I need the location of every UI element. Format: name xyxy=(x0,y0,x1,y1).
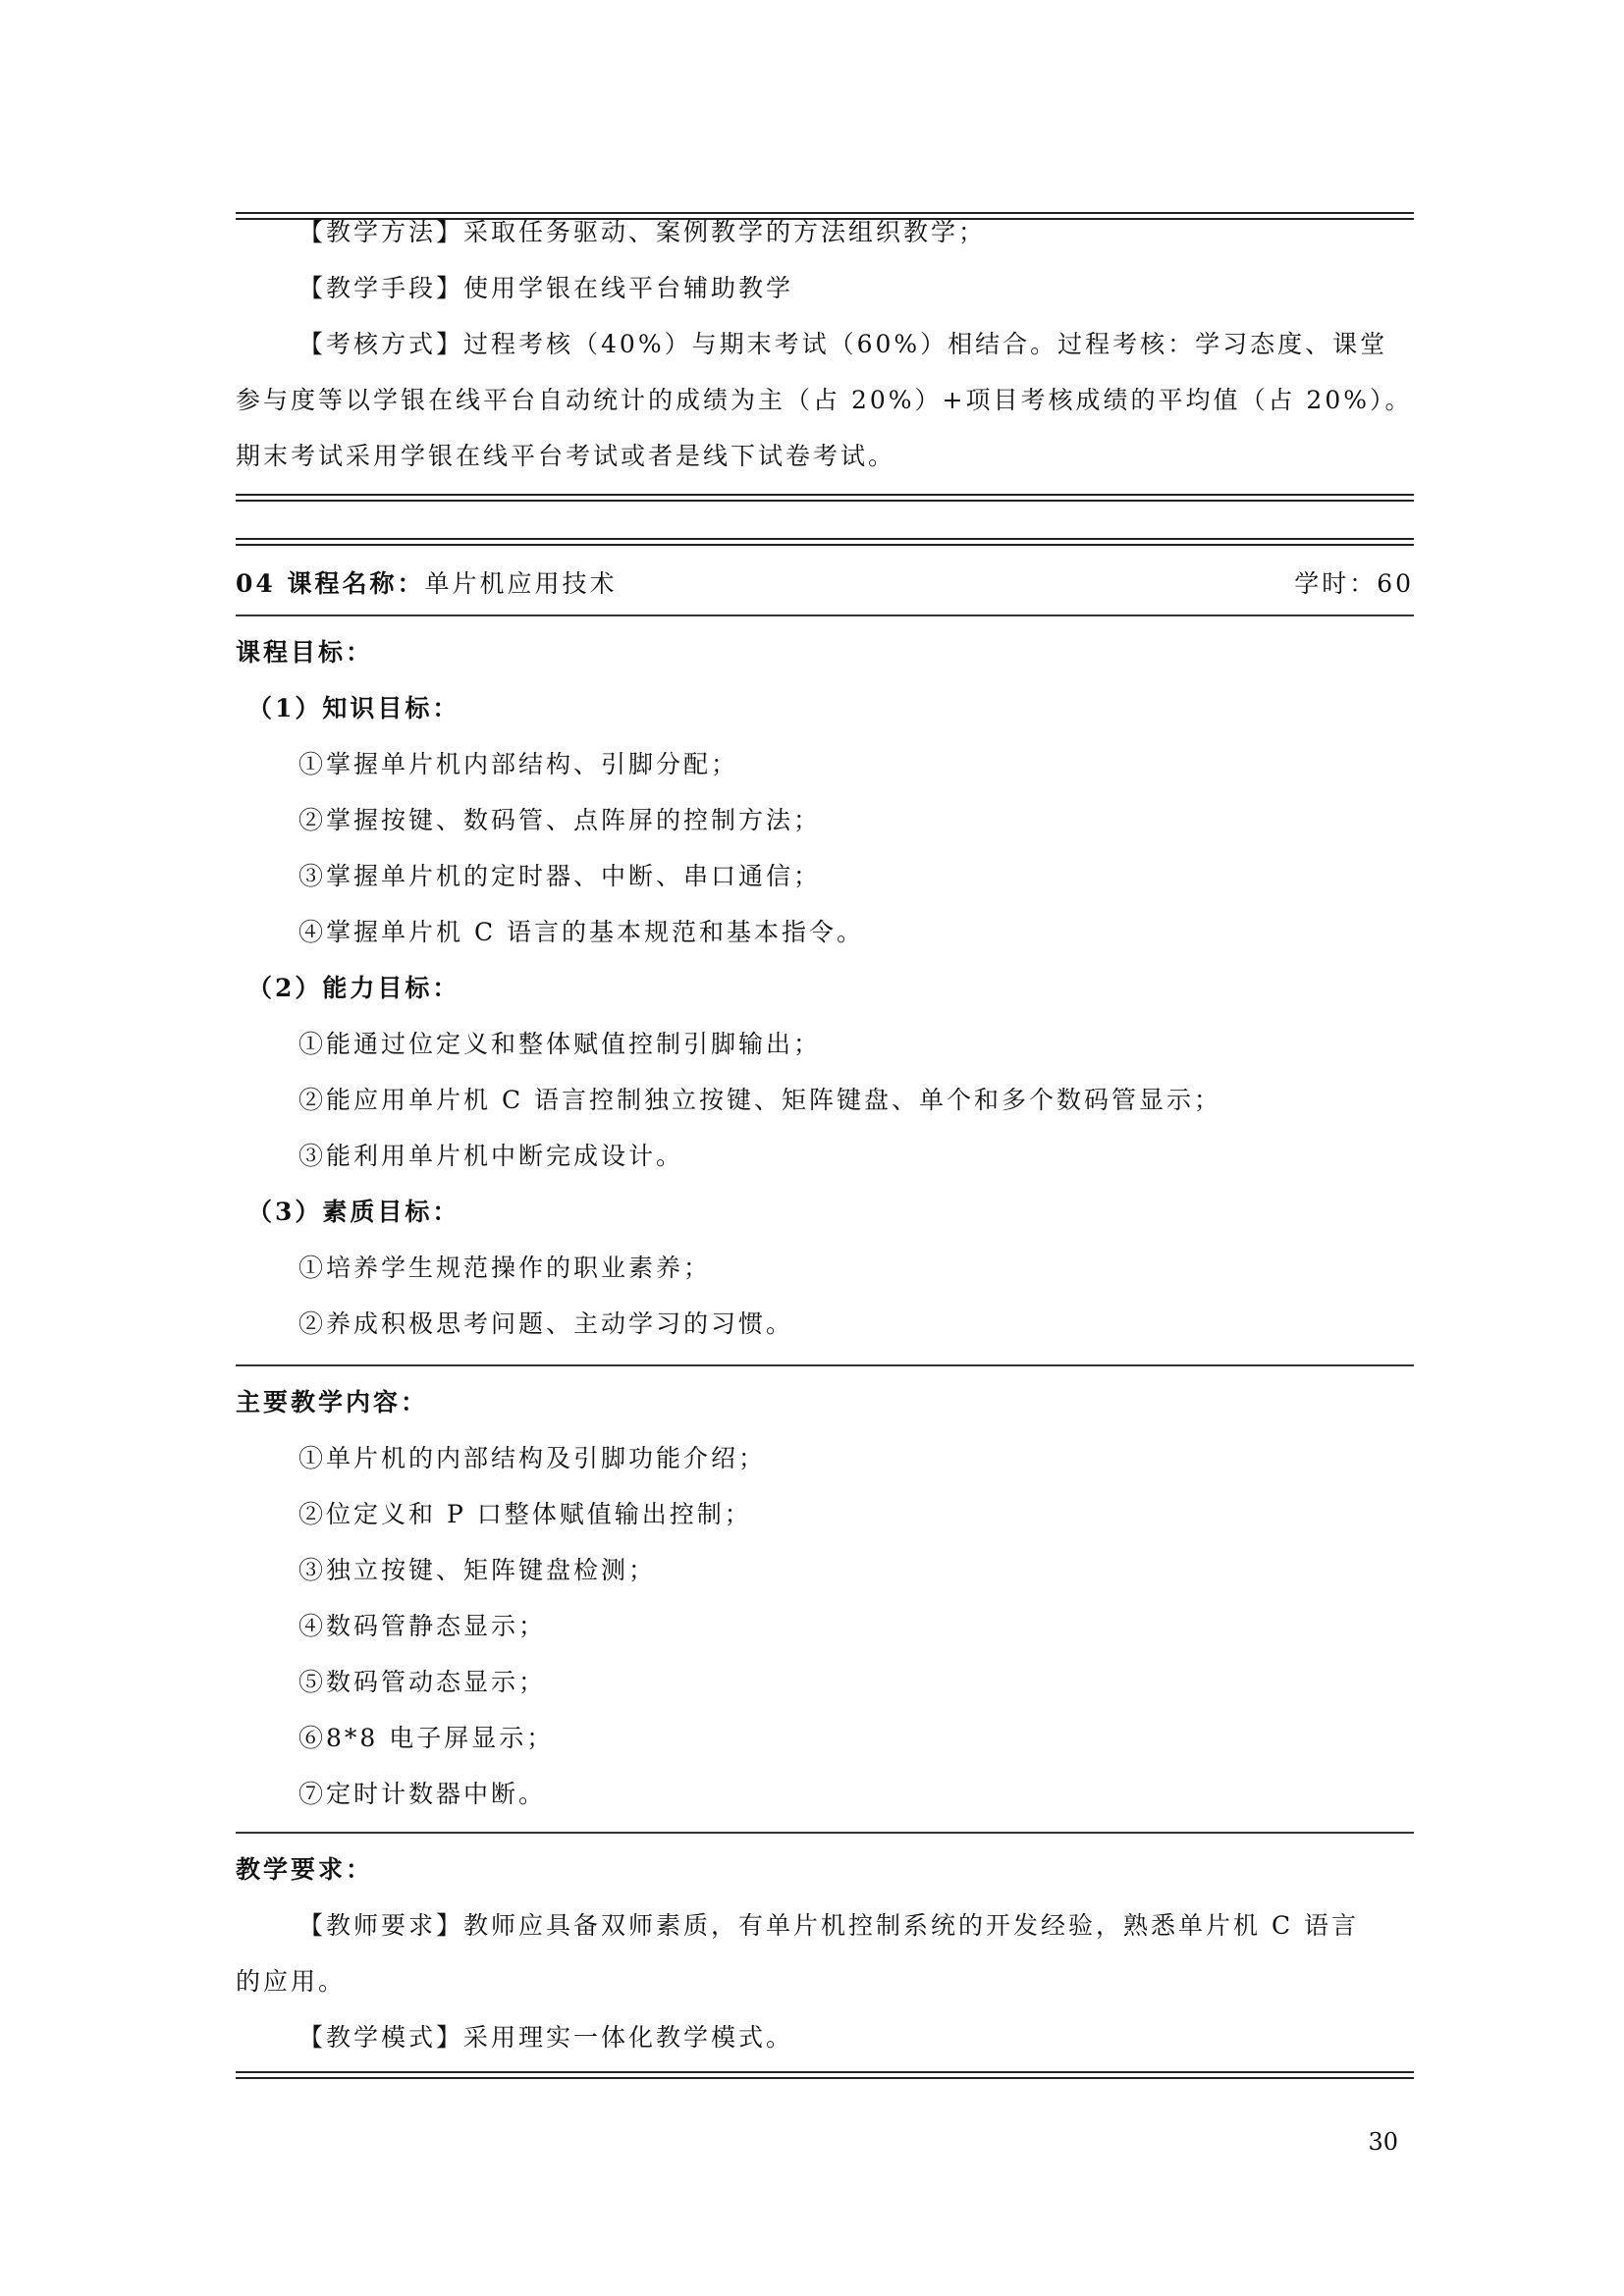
list-item: ⑥8*8 电子屏显示； xyxy=(298,1724,555,1752)
course-name xyxy=(236,556,618,612)
teacher-requirement-line-1: 【教师要求】教师应具备双师素质，有单片机控制系统的开发经验，熟悉单片机 C 语言 xyxy=(298,1911,1360,1940)
list-item: ②掌握按键、数码管、点阵屏的控制方法； xyxy=(298,806,822,834)
content-heading: 主要教学内容： xyxy=(236,1388,429,1416)
course-name-value: 单片机应用技术 xyxy=(424,569,618,598)
single-rule xyxy=(236,614,1414,616)
list-item: ①能通过位定义和整体赋值控制引脚输出； xyxy=(298,1030,822,1058)
course-hours: 学时：60 xyxy=(1294,569,1414,598)
quality-heading: （3）素质目标： xyxy=(247,1198,460,1226)
list-item: ⑤数码管动态显示； xyxy=(298,1668,547,1696)
assessment-line-3: 期末考试采用学银在线平台考试或者是线下试卷考试。 xyxy=(236,442,896,470)
requirements-heading: 教学要求： xyxy=(236,1855,374,1884)
list-item: ④掌握单片机 C 语言的基本规范和基本指令。 xyxy=(298,918,865,946)
ability-heading: （2）能力目标： xyxy=(247,974,460,1002)
teacher-requirement-line-2: 的应用。 xyxy=(236,1967,347,1996)
double-rule xyxy=(236,538,1414,546)
double-rule xyxy=(236,2071,1414,2079)
list-item: ②位定义和 P 口整体赋值输出控制； xyxy=(298,1500,752,1528)
list-item: ⑦定时计数器中断。 xyxy=(298,1780,547,1808)
knowledge-heading: （1）知识目标： xyxy=(247,694,460,722)
page-number: 30 xyxy=(1368,2128,1398,2156)
single-rule xyxy=(236,1364,1414,1366)
list-item: ②能应用单片机 C 语言控制独立按键、矩阵键盘、单个和多个数码管显示； xyxy=(298,1086,1222,1114)
teaching-method: 【教学方法】采取任务驱动、案例教学的方法组织教学； xyxy=(298,218,987,246)
double-rule xyxy=(236,494,1414,502)
list-item: ①单片机的内部结构及引脚功能介绍； xyxy=(298,1444,767,1472)
list-item: ③能利用单片机中断完成设计。 xyxy=(298,1142,684,1170)
list-item: ①掌握单片机内部结构、引脚分配； xyxy=(298,750,739,778)
list-item: ③掌握单片机的定时器、中断、串口通信； xyxy=(298,862,822,890)
list-item: ①培养学生规范操作的职业素养； xyxy=(298,1254,712,1282)
single-rule xyxy=(236,1832,1414,1834)
list-item: ④数码管静态显示； xyxy=(298,1612,547,1640)
assessment-line-2: 参与度等以学银在线平台自动统计的成绩为主（占 20%）+项目考核成绩的平均值（占 20%）。 xyxy=(236,386,1413,414)
course-name-label: 04 课程名称： xyxy=(236,569,425,598)
list-item: ②养成积极思考问题、主动学习的习惯。 xyxy=(298,1309,794,1338)
teaching-mode: 【教学模式】采用理实一体化教学模式。 xyxy=(298,2023,794,2052)
objectives-heading: 课程目标： xyxy=(236,638,374,667)
assessment-line-1: 【考核方式】过程考核（40%）与期末考试（60%）相结合。过程考核：学习态度、课堂 xyxy=(298,330,1388,358)
course-title-row xyxy=(236,556,1414,612)
list-item: ③独立按键、矩阵键盘检测； xyxy=(298,1556,657,1584)
teaching-means: 【教学手段】使用学银在线平台辅助教学 xyxy=(298,274,794,302)
